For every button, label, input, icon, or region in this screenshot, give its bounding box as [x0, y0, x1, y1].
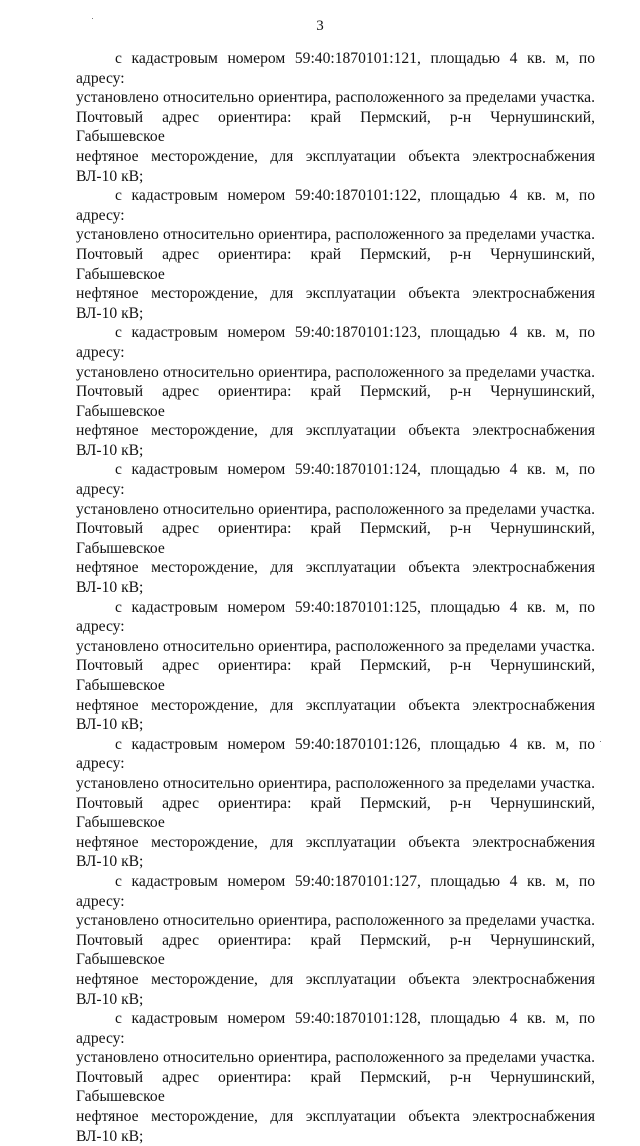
paragraph-line: установлено относительно ориентира, расположенного за пределами участка. — [76, 363, 595, 381]
paragraph-line: с кадастровым номером 59:40:1870101:124, площадью 4 кв. м, по адресу: — [76, 461, 595, 499]
scan-dust-mark — [600, 741, 601, 742]
parcel-paragraph — [76, 460, 595, 597]
paragraph-continuation — [76, 1048, 595, 1146]
paragraph-line: ВЛ-10 кВ; — [76, 853, 144, 871]
paragraph-line: нефтяное месторождение, для эксплуатации объекта электроснабжения — [76, 285, 595, 303]
paragraph-continuation — [76, 363, 595, 461]
paragraph-line: Почтовый адрес ориентира: край Пермский, р-н Чернушинский, Габышевское — [76, 245, 595, 283]
paragraph-line: с кадастровым номером 59:40:1870101:126, площадью 4 кв. м, по адресу: — [76, 735, 595, 773]
paragraph-line: Почтовый адрес ориентира: край Пермский, р-н Чернушинский, Габышевское — [76, 383, 595, 420]
page-number: 3 — [316, 18, 324, 34]
paragraph-line: ВЛ-10 кВ; — [76, 441, 144, 459]
paragraph-line: ВЛ-10 кВ; — [76, 1127, 144, 1145]
paragraph-line: установлено относительно ориентира, расположенного за пределами участка. — [76, 774, 595, 792]
parcel-paragraph — [76, 323, 595, 460]
paragraph-line: Почтовый адрес ориентира: край Пермский, р-н Чернушинский, Габышевское — [76, 520, 595, 557]
paragraph-line: с кадастровым номером 59:40:1870101:121, площадью 4 кв. м, по адресу: — [76, 50, 595, 87]
paragraph-continuation — [76, 88, 595, 186]
paragraph-line: Почтовый адрес ориентира: край Пермский, р-н Чернушинский, Габышевское — [76, 657, 595, 694]
paragraph-line: с кадастровым номером 59:40:1870101:123, площадью 4 кв. м, по адресу: — [76, 324, 595, 361]
document-body — [76, 49, 595, 1146]
paragraph-line: с кадастровым номером 59:40:1870101:127, площадью 4 кв. м, по адресу: — [76, 872, 595, 910]
paragraph-continuation — [76, 911, 595, 1009]
paragraph-line: установлено относительно ориентира, расположенного за пределами участка. — [76, 1049, 595, 1067]
paragraph-line: установлено относительно ориентира, расположенного за пределами участка. — [76, 500, 595, 518]
paragraph-line: нефтяное месторождение, для эксплуатации объекта электроснабжения — [76, 696, 595, 714]
paragraph-line: ВЛ-10 кВ; — [76, 990, 144, 1008]
paragraph-continuation — [76, 225, 595, 323]
parcel-paragraph — [76, 49, 595, 186]
paragraph-line: установлено относительно ориентира, расположенного за пределами участка. — [76, 226, 595, 244]
paragraph-line: ВЛ-10 кВ; — [76, 304, 144, 322]
paragraph-line: ВЛ-10 кВ; — [76, 716, 144, 734]
paragraph-line: нефтяное месторождение, для эксплуатации объекта электроснабжения — [76, 970, 595, 988]
paragraph-line: ВЛ-10 кВ; — [76, 167, 144, 185]
paragraph-line: Почтовый адрес ориентира: край Пермский, р-н Чернушинский, Габышевское — [76, 108, 595, 146]
parcel-paragraph — [76, 186, 595, 323]
parcel-paragraph — [76, 598, 595, 735]
paragraph-continuation — [76, 774, 595, 872]
paragraph-line: нефтяное месторождение, для эксплуатации объекта электроснабжения — [76, 1108, 595, 1126]
parcel-paragraph — [76, 735, 595, 872]
parcel-paragraph — [76, 1009, 595, 1146]
paragraph-line: установлено относительно ориентира, расположенного за пределами участка. — [76, 89, 595, 107]
parcel-paragraph — [76, 872, 595, 1009]
paragraph-line: с кадастровым номером 59:40:1870101:128, площадью 4 кв. м, по адресу: — [76, 1010, 595, 1047]
paragraph-continuation — [76, 500, 595, 598]
paragraph-line: нефтяное месторождение, для эксплуатации объекта электроснабжения — [76, 833, 595, 851]
paragraph-line: ВЛ-10 кВ; — [76, 579, 144, 597]
paragraph-line: установлено относительно ориентира, расположенного за пределами участка. — [76, 637, 595, 655]
paragraph-line: нефтяное месторождение, для эксплуатации объекта электроснабжения — [76, 147, 595, 165]
paragraph-line: нефтяное месторождение, для эксплуатации объекта электроснабжения — [76, 559, 595, 577]
paragraph-continuation — [76, 637, 595, 735]
paragraph-line: Почтовый адрес ориентира: край Пермский, р-н Чернушинский, Габышевское — [76, 1068, 595, 1106]
paragraph-line: нефтяное месторождение, для эксплуатации объекта электроснабжения — [76, 422, 595, 440]
paragraph-line: Почтовый адрес ориентира: край Пермский, р-н Чернушинский, Габышевское — [76, 794, 595, 832]
paragraph-line: с кадастровым номером 59:40:1870101:125, площадью 4 кв. м, по адресу: — [76, 598, 595, 636]
paragraph-line: установлено относительно ориентира, расположенного за пределами участка. — [76, 912, 595, 930]
paragraph-line: Почтовый адрес ориентира: край Пермский, р-н Чернушинский, Габышевское — [76, 931, 595, 969]
paragraph-line: с кадастровым номером 59:40:1870101:122, площадью 4 кв. м, по адресу: — [76, 187, 595, 224]
